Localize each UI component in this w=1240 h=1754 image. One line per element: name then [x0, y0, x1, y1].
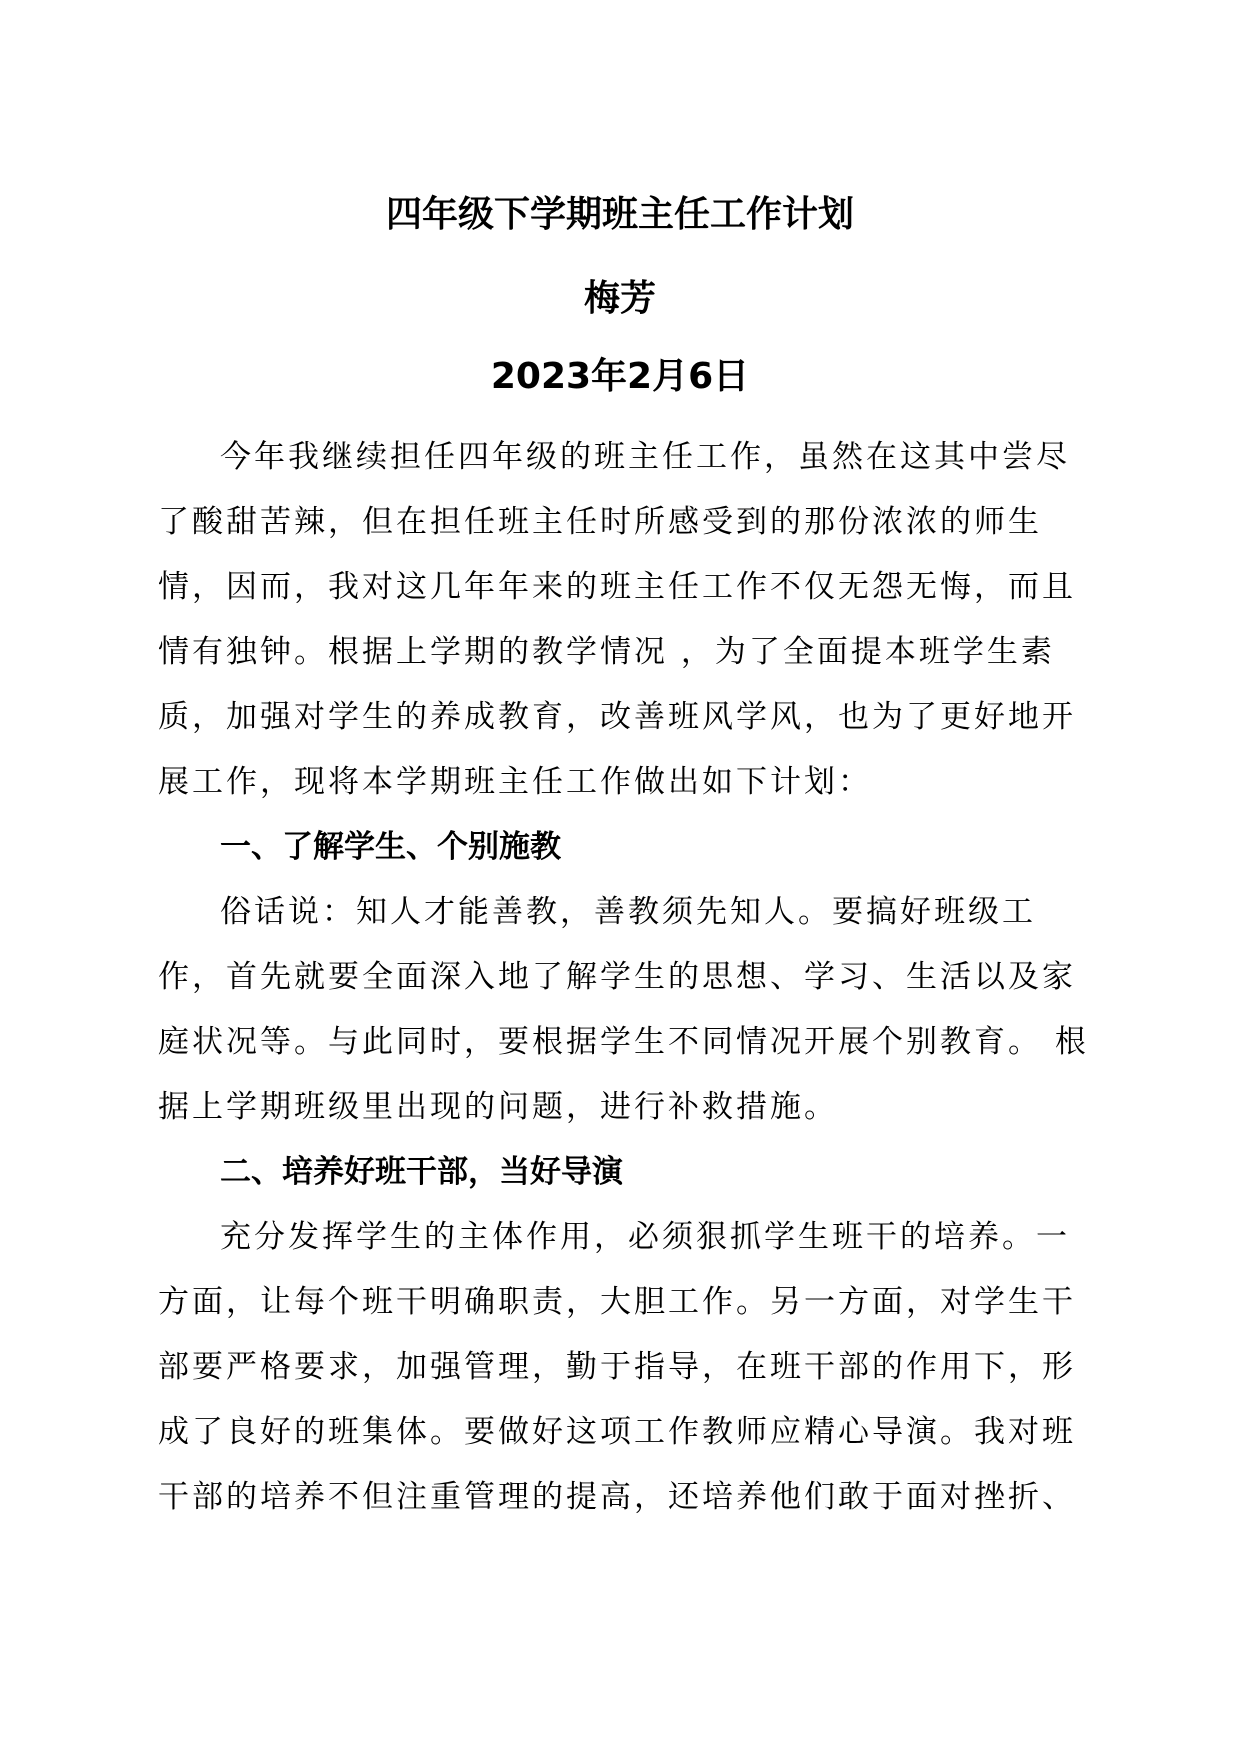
- paragraph-line: 今年我继续担任四年级的班主任工作，虽然在这其中尝尽: [220, 439, 1070, 475]
- paragraph-line: 作，首先就要全面深入地了解学生的思想、学习、生活以及家: [158, 959, 1076, 995]
- paragraph-line: 质，加强对学生的养成教育，改善班风学风，也为了更好地开: [158, 699, 1076, 735]
- section-1-paragraph: [158, 880, 1089, 1140]
- paragraph-line: 充分发挥学生的主体作用，必须狠抓学生班干的培养。一: [220, 1219, 1070, 1255]
- paragraph-line: 俗话说：知人才能善教，善教须先知人。要搞好班级工: [220, 894, 1036, 930]
- paragraph-line: 庭状况等。与此同时，要根据学生不同情况开展个别教育。 根: [158, 1024, 1089, 1060]
- section-2-paragraph: [158, 1205, 1083, 1530]
- document-author: 梅芳: [583, 278, 656, 319]
- paragraph-line: 干部的培养不但注重管理的提高，还培养他们敢于面对挫折、: [158, 1479, 1076, 1515]
- paragraph-line: 部要严格要求，加强管理，勤于指导，在班干部的作用下，形: [158, 1349, 1076, 1385]
- paragraph-line: 情有独钟。根据上学期的教学情况 ，为了全面提本班学生素: [158, 634, 1055, 670]
- paragraph-line: 方面，让每个班干明确职责，大胆工作。另一方面，对学生干: [158, 1284, 1076, 1320]
- section-heading-2: 二、培养好班干部，当好导演: [220, 1154, 623, 1190]
- paragraph-line: 了酸甜苦辣，但在担任班主任时所感受到的那份浓浓的师生: [158, 504, 1042, 540]
- document-date: 2023年2月6日: [490, 356, 750, 397]
- document-title: 四年级下学期班主任工作计划: [385, 194, 854, 235]
- paragraph-line: 据上学期班级里出现的问题，进行补救措施。: [158, 1089, 838, 1125]
- paragraph-line: 情，因而，我对这几年年来的班主任工作不仅无怨无悔，而且: [158, 569, 1076, 605]
- paragraph-line: 展工作，现将本学期班主任工作做出如下计划：: [158, 764, 872, 800]
- paragraph-line: 成了良好的班集体。要做好这项工作教师应精心导演。我对班: [158, 1414, 1076, 1450]
- intro-paragraph: [158, 425, 1083, 815]
- section-heading-1: 一、了解学生、个别施教: [220, 829, 561, 865]
